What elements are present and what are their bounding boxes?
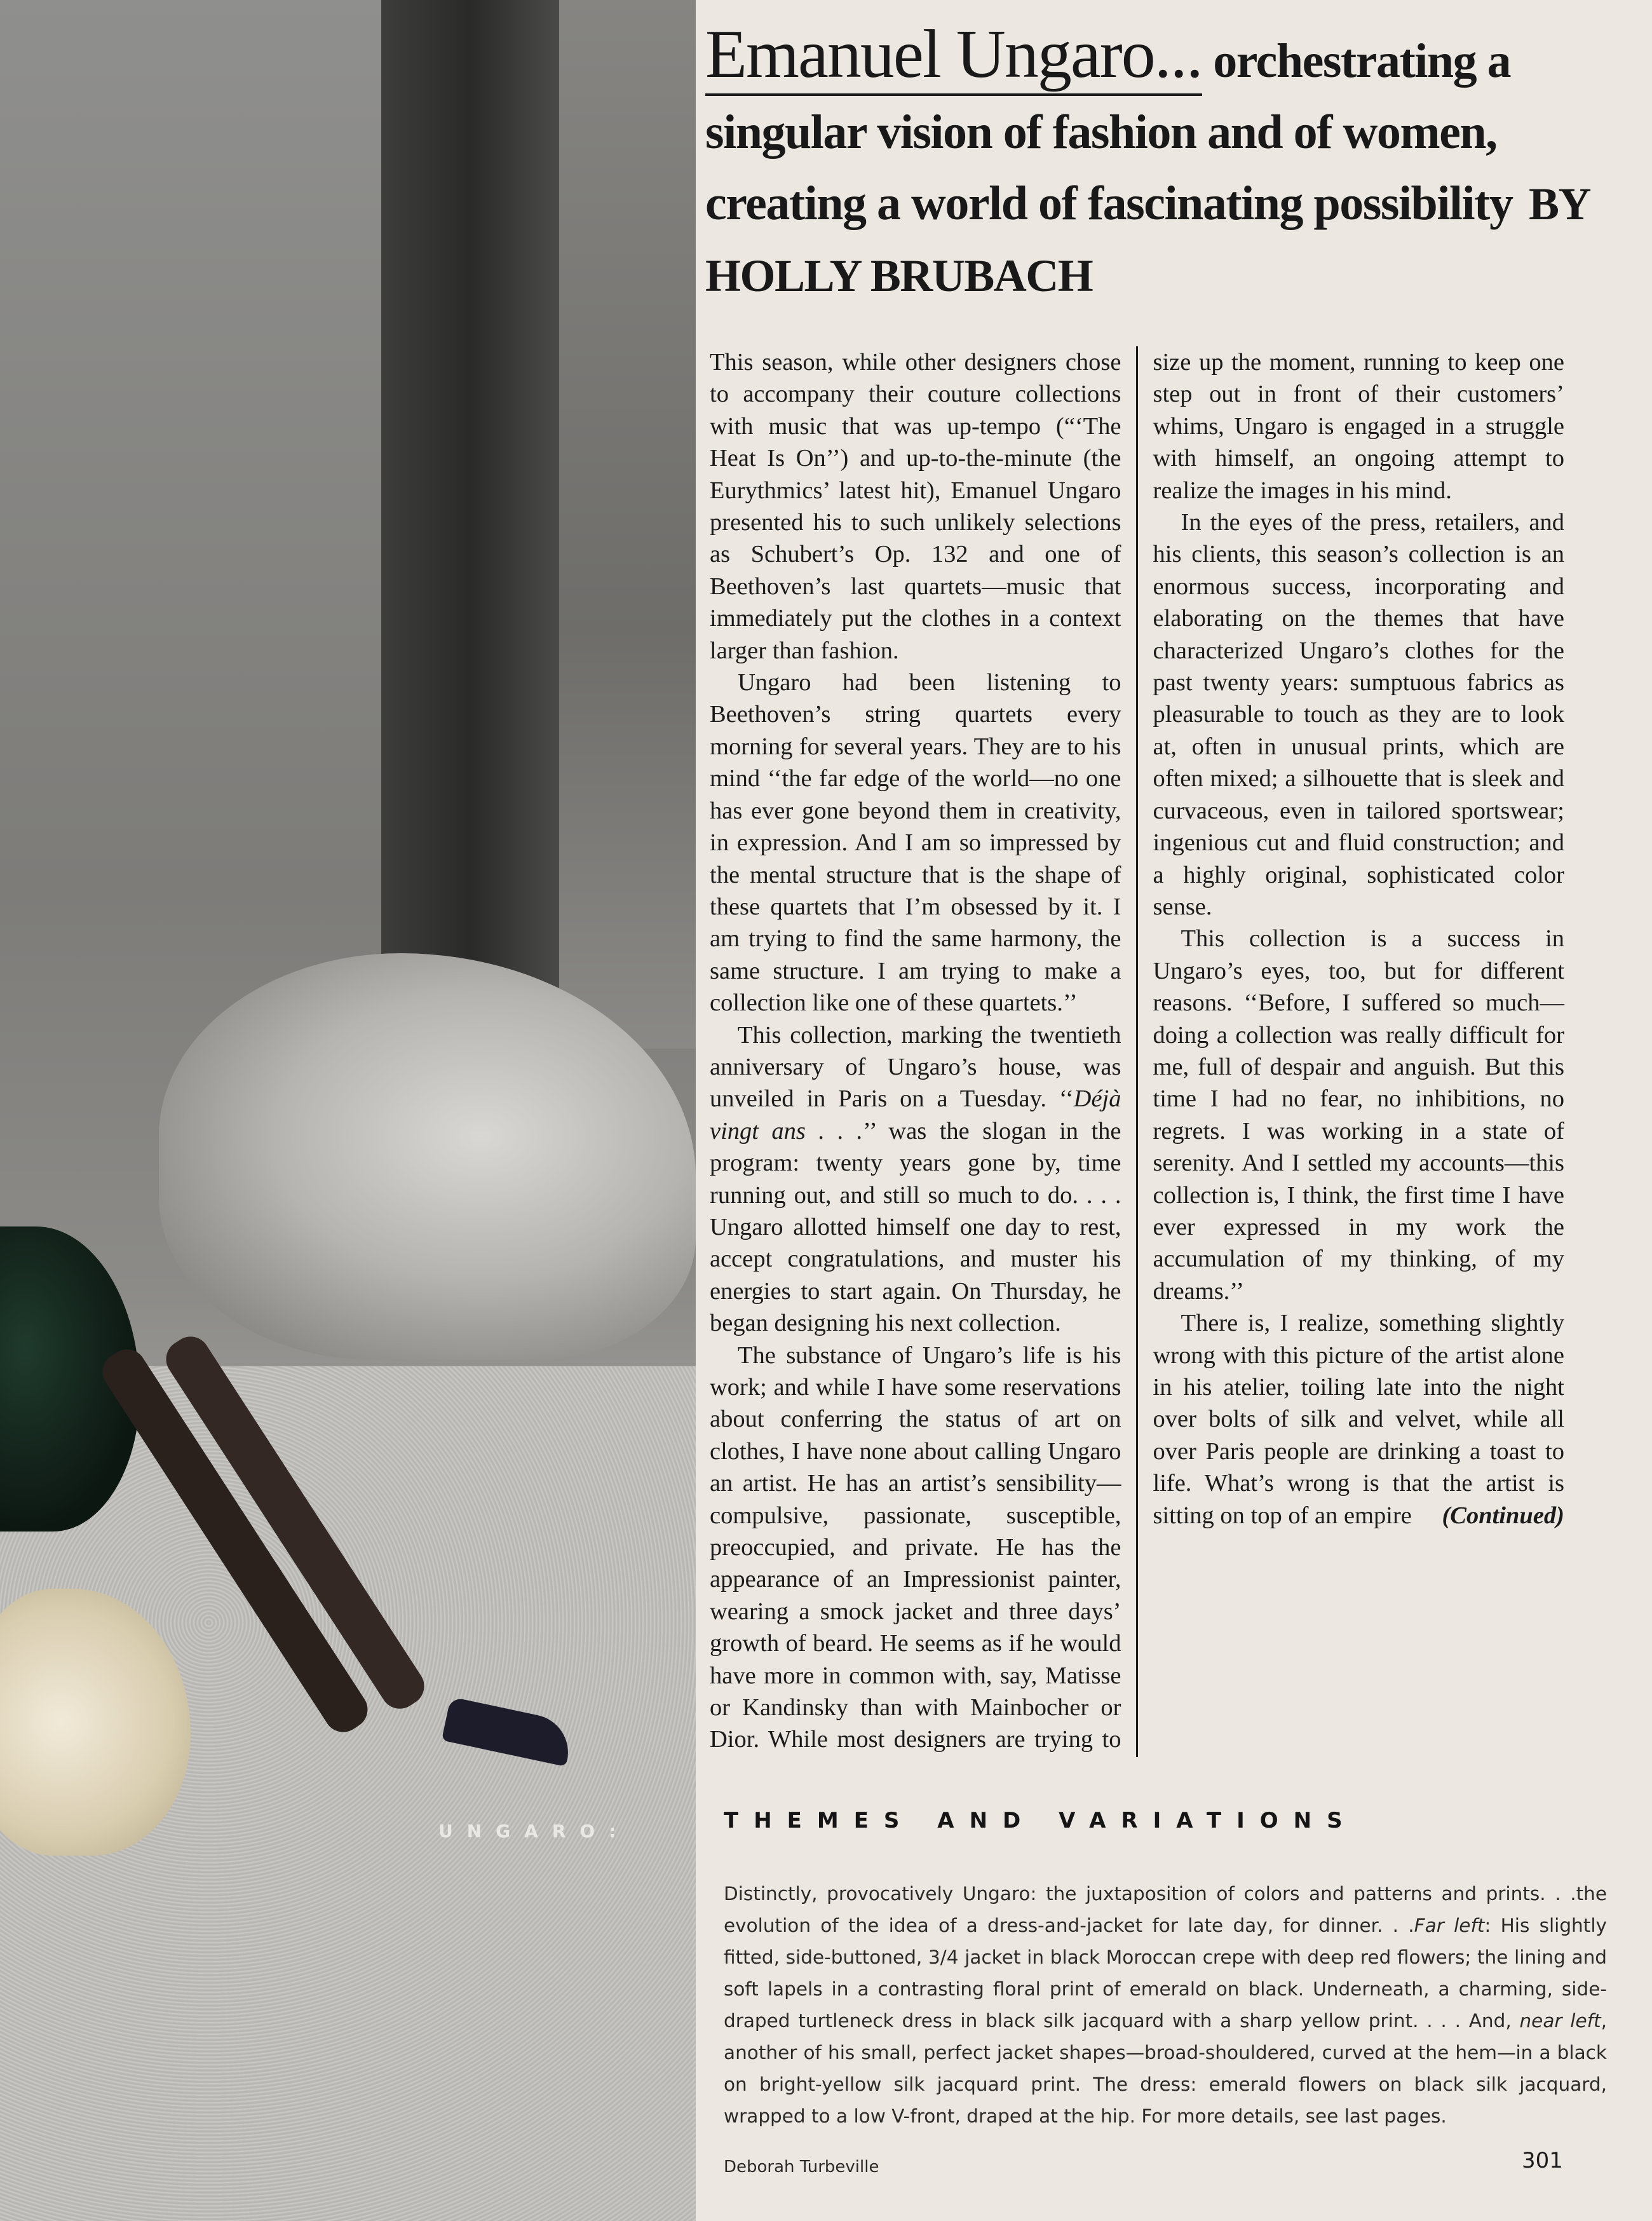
caption-italic: near left	[1519, 2010, 1601, 2032]
page-number: 301	[1522, 2148, 1563, 2173]
section-title: THEMES AND VARIATIONS	[724, 1808, 1358, 1833]
fashion-photograph	[0, 0, 696, 2221]
photo-caption-text	[724, 1878, 1607, 2132]
paragraph	[1153, 1307, 1565, 1532]
paragraph: This season, while other designers chose to accompany their couture collections with music that was up-tempo (“‘The Heat Is On’’) and up-to-the-minute (the Eurythmics’ latest hit), Emanuel Ungaro presented his to such unlikely selections as Schubert’s Op. 132 and one of Beethoven’s last quartets—music that immediately put the clothes in a context larger than fashion.	[710, 349, 1121, 664]
photo-credit: Deborah Turbeville	[724, 2157, 879, 2177]
caption-text: , another of his small, perfect jacket shapes—broad-shouldered, curved at the hem—in a black on bright-yellow silk jacquard print. The dress: emerald flowers on black silk jacquard, wrapped to a low V-front, draped at the hip. For more details, see last pages.	[724, 2010, 1607, 2127]
paragraph-text: This collection, marking the twentieth anniversary of Ungaro’s house, was unveiled in Paris on a Tuesday. ‘‘	[710, 1021, 1121, 1113]
paragraph	[710, 1019, 1121, 1340]
article-body	[710, 346, 1564, 1757]
paragraph-text: ’’ was the slogan in the program: twenty years gone by, time running out, and still so much to do. . . . Ungaro allotted himself one day to rest, accept congratulations, and muster his energies to start again. On Thursday, he began designing his next collection.	[710, 1117, 1121, 1337]
headline-name: Emanuel Ungaro...	[705, 17, 1202, 96]
caption-text: : His slightly fitted, side-buttoned, 3/4 jacket in black Moroccan crepe with deep red flowers; the lining and soft lapels in a contrasting floral print of emerald on black. Underneath, a charming, side-draped turtleneck dress in black silk jacquard with a sharp yellow print. . . . And,	[724, 1915, 1607, 2032]
paragraph-text: There is, I realize, something slightly wrong with this picture of the artist alone in his atelier, toiling late into the night over bolts of silk and velvet, while all over Paris people are drinking a toast to life. What’s wrong is that the artist is sitting on top of an empire	[1153, 1310, 1564, 1529]
paragraph: In the eyes of the press, retailers, and his clients, this season’s collection is an enormous success, incorporating and elaborating on the themes that have characterized Ungaro’s clothes for the past twenty years: sumptuous fabrics as pleasurable to touch as they are to look at, often in unusual prints, which are often mixed; a silhouette that is sleek and curvaceous, even in tailored sportswear; ingenious cut and fluid construction; and a highly original, sophisticated color sense.	[1153, 509, 1564, 920]
paragraph: This collection is a success in Ungaro’s eyes, too, but for different reasons. ‘‘Before, I suffered so much—doing a collection was really difficult for me, full of despair and anguish. But this time I had no fear, no inhibitions, no regrets. I was working in a state of serenity. And I settled my accounts—this collection is, I think, the first time I have ever expressed in my work the accumulation of my thinking, of my dreams.’’	[1153, 925, 1564, 1305]
italic-phrase: Déjà vingt ans . . .	[710, 1085, 1121, 1144]
photo-wall	[559, 0, 696, 1049]
continued-label: (Continued)	[1442, 1502, 1564, 1529]
headline	[705, 19, 1614, 311]
photo-label: UNGARO:	[438, 1821, 630, 1842]
paragraph: The substance of Ungaro’s life is his work; and while I have some reservations about conferring the status of art on clothes, I have none about calling Ungaro an artist. He has an artist’s sensibility—compulsive, passionate, susceptible, preoccupied, and private. He has the appearance of an Impressionist painter, wearing a smock jacket and three days’ growth of beard. He seems as if he would have more in common with, say, Matisse or Kandinsky than with Mainbocher or Dior. While most designers are trying to size up the moment, running to keep one step out in front of their customers’ whims, Ungaro is engaged in a struggle with himself, an ongoing attempt to realize the images in his mind.	[710, 349, 1564, 1753]
caption-italic: Far left	[1414, 1915, 1485, 1936]
caption-text: Distinctly, provocatively Ungaro: the juxtaposition of colors and patterns and prints. . .the evolution of the idea of a dress-and-jacket for late day, for dinner. . .	[724, 1883, 1607, 1936]
article-page	[696, 0, 1652, 2221]
paragraph: Ungaro had been listening to Beethoven’s string quartets every morning for several years. They are to his mind ‘‘the far edge of the world—no one has ever gone beyond them in creativity, in expression. And I am so impressed by the mental structure that is the shape of these quartets that I’m obsessed by it. I am trying to find the same harmony, the same structure. I am trying to make a collection like one of these quartets.’’	[710, 669, 1121, 1017]
byline: BY HOLLY BRUBACH	[705, 179, 1589, 301]
headline-text: orchestrating a singular vision of fashion and of women, creating a world of fascinating possibility	[705, 34, 1513, 230]
